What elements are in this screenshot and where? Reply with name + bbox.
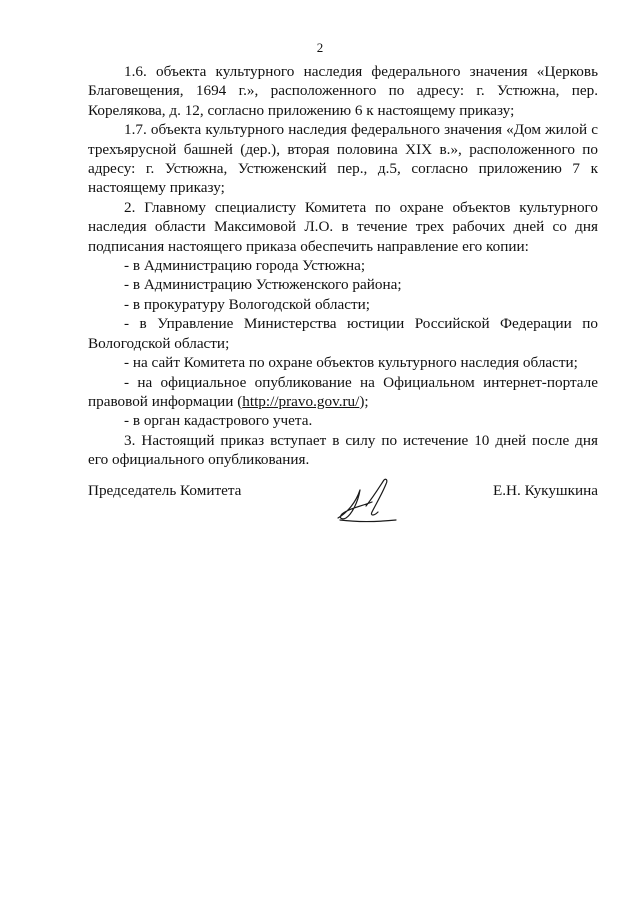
list-item-justice-ministry: - в Управление Министерства юстиции Российской Федерации по Вологодской области; [88,315,598,352]
list-item-official-publication [88,373,598,412]
list-item-cadastral: - в орган кадастрового учета. [124,412,313,430]
pravo-gov-link[interactable]: http://pravo.gov.ru/ [242,392,360,410]
list-item-city-administration: - в Администрацию города Устюжна; [124,257,366,275]
handwritten-signature [332,476,398,524]
paragraph-3: 3. Настоящий приказ вступает в силу по истечение 10 дней после дня его официального опубликования. [88,431,598,469]
list-item-committee-site: - на сайт Комитета по охране объектов культурного наследия области; [124,354,578,372]
paragraph-2: 2. Главному специалисту Комитета по охране объектов культурного наследия области Максимовой Л.О. в течение трех рабочих дней со дня подписания настоящего приказа обеспечить направление его копии: [88,198,598,255]
signature-block [88,480,598,530]
publication-text-end: ); [359,392,369,410]
signatory-title: Председатель Комитета [88,482,242,499]
page-number: 2 [316,40,324,55]
paragraph-1-7: 1.7. объекта культурного наследия федерального значения «Дом жилой с трехъярусной башней (дер.), вторая половина XIX в.», расположенного по адресу: г. Устюжна, Устюженский пер., д.5, согласно приложению 7 к настоящему приказу; [88,121,598,197]
publication-text: - на официальное опубликование на Официальном интернет-портале правовой информации ( [88,373,598,410]
signatory-name: Е.Н. Кукушкина [492,482,598,499]
list-item-prosecutor: - в прокуратуру Вологодской области; [124,295,370,313]
paragraph-1-6: 1.6. объекта культурного наследия федерального значения «Церковь Благовещения, 1694 г.», расположенного по адресу: г. Устюжна, пер. Корелякова, д. 12, согласно приложению 6 к настоящему приказу; [88,63,598,119]
document-body [88,62,598,470]
list-item-district-administration: - в Администрацию Устюженского района; [124,276,402,294]
